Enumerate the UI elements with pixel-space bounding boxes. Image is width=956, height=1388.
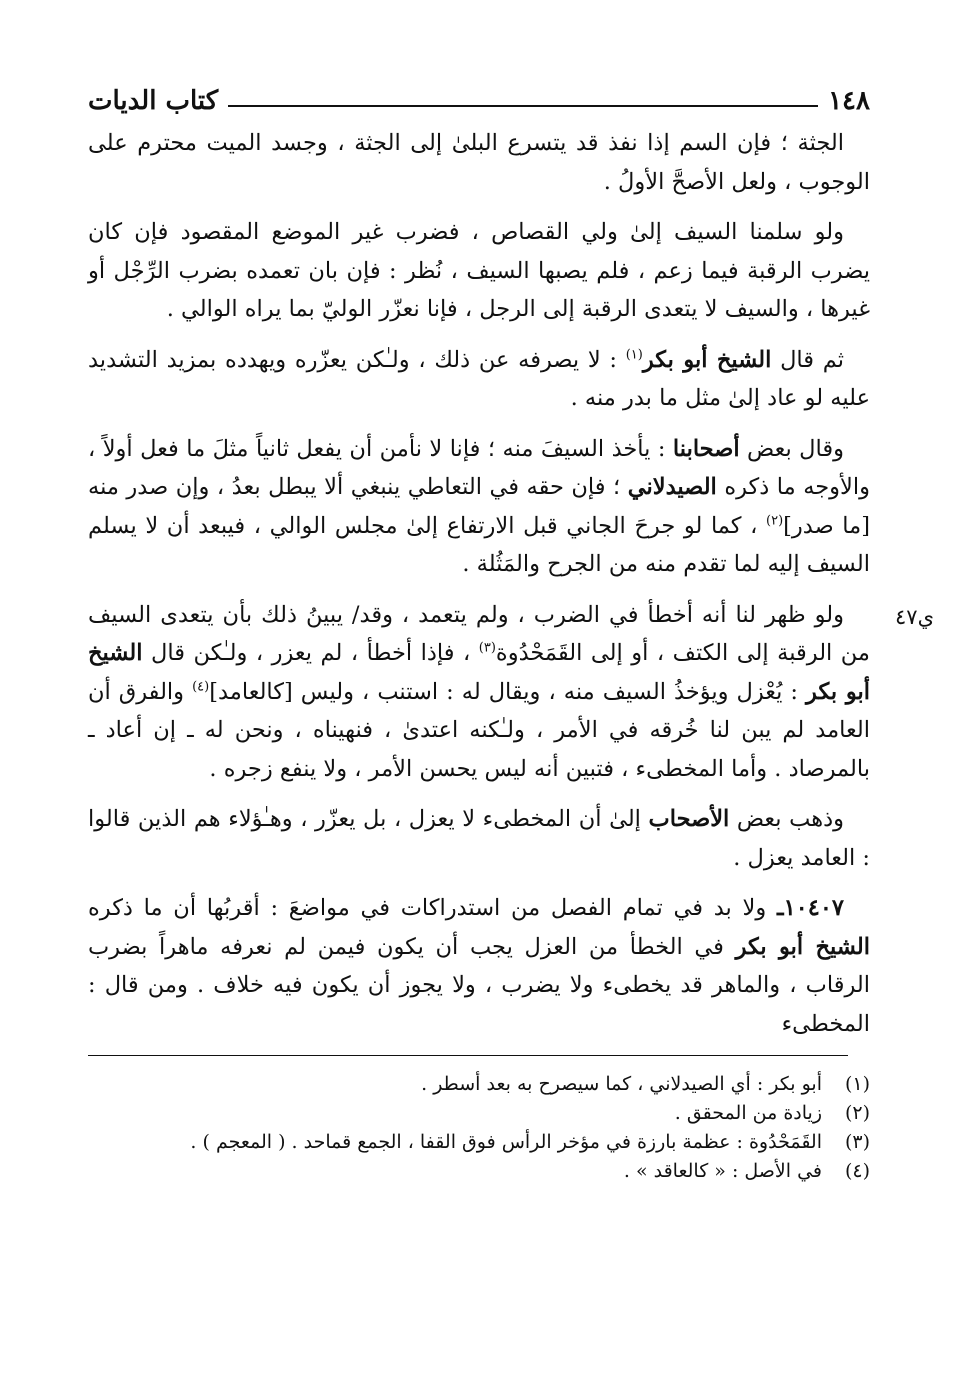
bold-term: الشيخ أبو بكر [88, 640, 870, 705]
footnote-text: القَمَحْدُوة : عظمة بارزة في مؤخر الرأس فوق القفا ، الجمع قماحد . ( المعجم ) . [190, 1131, 822, 1153]
text-run: ؛ فإن حقه في التعاطي ينبغي ألا يبطل بعدُ ، وإن صدر منه [ما صدر] [88, 474, 870, 539]
text-run: ، فإذا أخطأ ، لم يعزر ، ولـٰكن قال [142, 640, 479, 666]
text-run: في الخطأ من العزل يجب أن يكون فيمن لم نعرفه ماهراً بضرب الرقاب ، والماهر قد يخطىء ولا يضرب ، ولا يجوز أن يكون فيه خلاف . ومن قال : المخطىء [88, 933, 870, 1037]
running-header [88, 70, 870, 116]
footnote-text: أبو بكر : أي الصيدلاني ، كما سيصرح به بعد أسطر . [421, 1073, 822, 1095]
paragraph [88, 430, 870, 584]
footnote-text: زيادة من المحقق . [674, 1102, 822, 1124]
text-run: ثم قال [771, 346, 844, 373]
page-number: ١٤٨ [828, 86, 870, 116]
bold-term: ١٠٤٠٧ـ [776, 895, 844, 921]
footnote [88, 1128, 870, 1157]
text-run: وقال بعض [739, 435, 845, 462]
text-run: : لا يصرفه عن ذلك ، ولـٰكن يعزّره ويهدده بمزيد التشديد عليه لو عاد إلىٰ مثل ما بدر منه . [88, 346, 870, 411]
bold-term: الأصحاب [648, 806, 730, 832]
text-run: والفرق أن العامد لم يبن لنا خُرقه في الأمر ، ولـٰكنه اعتدىٰ ، فنهيناه ، ونحن له ـ إن أعاد ـ بالمرصاد . وأما المخطىء ، فتبين أنه ليس يحسن الأمر ، ولا ينفع زجره . [88, 678, 870, 782]
footnote-divider [88, 1055, 848, 1056]
text-run: : يأخذ السيفَ منه ؛ فإنا لا نأمن أن يفعل ثانياً مثلَ ما فعل أولاً ، والأوجه ما ذكره [88, 435, 870, 500]
footnote-marker: (٣) [478, 640, 496, 656]
bold-term: أصحابنا [672, 435, 740, 462]
margin-reference: ي٤٧ [895, 604, 934, 629]
main-text [88, 124, 934, 1043]
footnote-marker: (١) [625, 347, 643, 362]
paragraph [88, 800, 870, 877]
paragraph [88, 341, 870, 418]
footnote [88, 1157, 870, 1186]
bold-term: الصيدلاني [627, 474, 717, 500]
footnote-text: في الأصل : « كالعاقد » . [623, 1160, 822, 1182]
footnote [88, 1099, 870, 1128]
text-run: ، كما لو جرحَ الجاني قبل الارتفاع إلىٰ مجلس الوالي ، فيبعد أن لا يسلم السيف إليه لما تقدم منه من الجرح والمَثُلة . [88, 512, 870, 577]
paragraph [88, 124, 870, 201]
bold-term: أبو بكر [642, 346, 717, 373]
paragraph [88, 213, 870, 329]
text-run: الجثة ؛ فإن السم إذا نفذ قد يتسرع البلىٰ إلى الجثة ، وجسد الميت محترم على الوجوب ، ولعل الأصحَّ الأولُ . [88, 130, 870, 195]
text-run: إلىٰ أن المخطىء لا يعزل ، بل يعزّر ، وهـٰؤلاء هم الذين قالوا : العامد يعزل . [88, 806, 870, 871]
bold-term: الشيخ أبو بكر [735, 933, 870, 960]
text-run: ولو ظهر لنا أنه أخطأ في الضرب ، ولم يتعمد ، وقد/ يبينُ ذلك بأن يتعدى السيف من الرقبة إلى الكتف ، أو إلى القَمَحْدُوة [88, 601, 870, 666]
footnotes [88, 1070, 870, 1186]
footnote-number: (٢) [844, 1102, 870, 1124]
header-rule [228, 105, 818, 107]
footnote-number: (٣) [844, 1131, 870, 1153]
footnote-marker: (٤) [192, 679, 210, 694]
page [88, 70, 934, 1186]
footnote-number: (١) [844, 1073, 870, 1095]
bold-term: الشيخ [716, 346, 772, 373]
text-run: ولو سلمنا السيف إلىٰ ولي القصاص ، فضرب غير الموضع المقصود فإن كان يضرب الرقبة فيما زعم ، فلم يصبها السيف ، نُظر : فإن بان تعمده بضرب الرِّجْل أو غيرها ، والسيف لا يتعدى الرقبة إلى الرجل ، فإنا نعزّر الوليّ بما يراه الوالي . [88, 219, 870, 322]
footnote-marker: (٢) [766, 513, 784, 528]
footnote [88, 1070, 870, 1099]
text-run: ولا بد في تمام الفصل من استدراكات في مواضعَ : أقربُها أن ما ذكره [88, 895, 777, 921]
paragraph [88, 889, 870, 1043]
footnote-number: (٤) [844, 1160, 870, 1182]
text-run: وذهب بعض [729, 806, 844, 832]
book-title: كتاب الديات [88, 86, 219, 116]
text-run: : يُعْزل ويؤخذُ السيف منه ، ويقال له : استنب ، وليس [كالعامد] [209, 678, 807, 705]
paragraph [88, 596, 934, 789]
